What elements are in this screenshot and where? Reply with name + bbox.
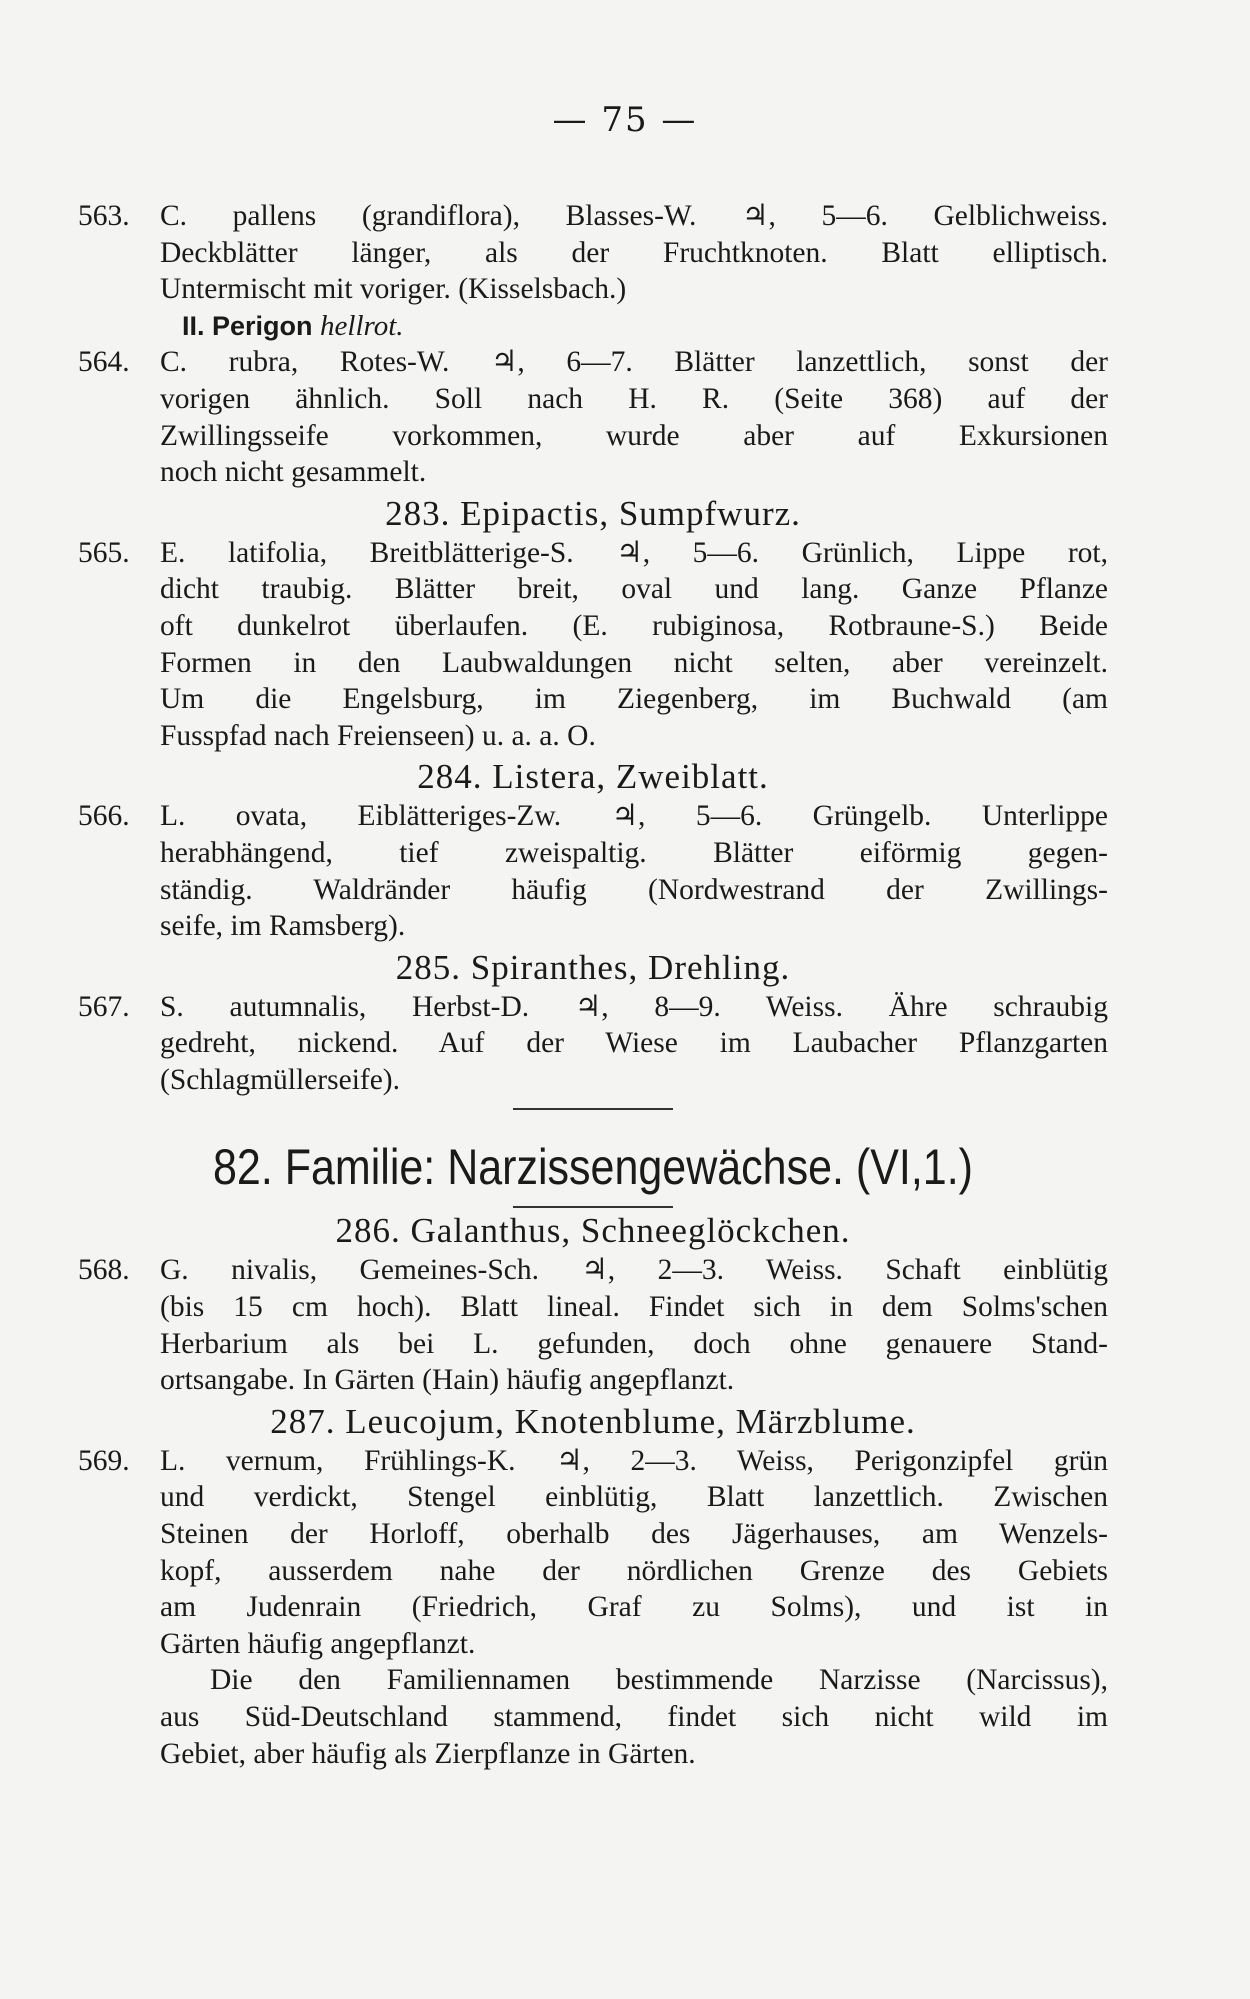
entry-line: noch nicht gesammelt. (160, 456, 427, 489)
entry-number: 563. (78, 200, 130, 232)
paragraph-line: aus Süd-Deutschland stammend, findet sich nicht wild im (160, 1701, 1108, 1733)
entry-line: (bis 15 cm hoch). Blatt lineal. Findet sich in dem Solms'schen (160, 1291, 1108, 1324)
genus-heading-285: 285. Spiranthes, Drehling. (395, 947, 791, 987)
page-body (78, 198, 1108, 1772)
genus-heading-283: 283. Epipactis, Sumpfwurz. (385, 493, 801, 533)
entry-line: Untermischt mit voriger. (Kisselsbach.) (160, 273, 627, 306)
paragraph-line: Die den Familiennamen bestimmende Narzisse (Narcissus), (210, 1664, 1108, 1697)
entry-number: 564. (78, 346, 130, 379)
entry-number: 565. (78, 536, 130, 569)
closing-paragraph (78, 1662, 1108, 1772)
entry-number: 568. (78, 1254, 130, 1287)
entry-line: Um die Engelsburg, im Ziegenberg, im Buchwald (am (160, 683, 1108, 716)
entry-564 (78, 344, 1108, 490)
entry-line: Steinen der Horloff, oberhalb des Jägerhauses, am Wenzels- (160, 1518, 1108, 1551)
page-number: — 75 — (552, 100, 698, 140)
entry-number: 567. (78, 990, 130, 1023)
entry-line: oft dunkelrot überlaufen. (E. rubiginosa, Rotbraune-S.) Beide (160, 609, 1108, 642)
entry-line: am Judenrain (Friedrich, Graf zu Solms), und ist in (160, 1591, 1108, 1624)
entry-569 (78, 1443, 1108, 1663)
divider-rule (513, 1206, 673, 1208)
entry-line: Zwillingsseife vorkommen, wurde aber auf Exkursionen (160, 419, 1108, 452)
entry-number: 569. (78, 1444, 130, 1477)
entry-line: S. autumnalis, Herbst-D. ♃, 8—9. Weiss. Ähre schraubig (160, 990, 1108, 1023)
paragraph-line: Gebiet, aber häufig als Zierpflanze in Gärten. (160, 1737, 696, 1770)
divider-rule (513, 1108, 673, 1110)
subheading-roman: II. Perigon (182, 310, 313, 341)
entry-line: ständig. Waldränder häufig (Nordwestrand der Zwillings- (160, 873, 1108, 906)
entry-565 (78, 535, 1108, 755)
entry-line: Gärten häufig angepflanzt. (160, 1627, 476, 1660)
entry-568 (78, 1252, 1108, 1398)
entry-line: G. nivalis, Gemeines-Sch. ♃, 2—3. Weiss. Schaft einblütig (160, 1254, 1108, 1287)
entry-line: (Schlagmüllerseife). (160, 1063, 401, 1096)
entry-line: L. vernum, Frühlings-K. ♃, 2—3. Weiss, Perigonzipfel grün (160, 1444, 1108, 1477)
entry-566 (78, 798, 1108, 944)
entry-563 (78, 198, 1108, 308)
entry-line: Fusspfad nach Freienseen) u. a. a. O. (160, 719, 596, 752)
entry-line: Herbarium als bei L. gefunden, doch ohne genauere Stand- (160, 1327, 1108, 1360)
entry-line: E. latifolia, Breitblätterige-S. ♃, 5—6. Grünlich, Lippe rot, (160, 536, 1108, 569)
entry-number: 566. (78, 800, 130, 833)
genus-heading-287: 287. Leucojum, Knotenblume, Märzblume. (270, 1401, 916, 1441)
genus-heading-286: 286. Galanthus, Schneeglöckchen. (335, 1211, 851, 1251)
subheading-color: hellrot. (320, 309, 404, 342)
entry-line: Deckblätter länger, als der Fruchtknoten. Blatt elliptisch. (160, 236, 1108, 269)
entry-line: vorigen ähnlich. Soll nach H. R. (Seite 368) auf der (160, 382, 1108, 415)
entry-line: seife, im Ramsberg). (160, 910, 406, 943)
genus-heading-284: 284. Listera, Zweiblatt. (417, 757, 769, 797)
entry-line: ortsangabe. In Gärten (Hain) häufig angepflanzt. (160, 1364, 735, 1397)
entry-line: C. pallens (grandiflora), Blasses-W. ♃, 5—6. Gelblichweiss. (160, 200, 1108, 232)
entry-line: kopf, ausserdem nahe der nördlichen Grenze des Gebiets (160, 1554, 1108, 1587)
entry-line: und verdickt, Stengel einblütig, Blatt lanzettlich. Zwischen (160, 1481, 1108, 1514)
subheading-perigon (78, 308, 1108, 345)
entry-line: Formen in den Laubwaldungen nicht selten, aber vereinzelt. (160, 646, 1108, 679)
entry-line: dicht traubig. Blätter breit, oval und lang. Ganze Pflanze (160, 573, 1108, 606)
entry-line: L. ovata, Eiblätteriges-Zw. ♃, 5—6. Grüngelb. Unterlippe (160, 800, 1108, 833)
entry-line: herabhängend, tief zweispaltig. Blätter eiförmig gegen- (160, 836, 1108, 869)
entry-567 (78, 989, 1108, 1099)
entry-line: C. rubra, Rotes-W. ♃, 6—7. Blätter lanzettlich, sonst der (160, 346, 1108, 379)
family-heading: 82. Familie: Narzissengewächse. (VI,1.) (213, 1139, 973, 1196)
entry-line: gedreht, nickend. Auf der Wiese im Laubacher Pflanzgarten (160, 1027, 1108, 1060)
